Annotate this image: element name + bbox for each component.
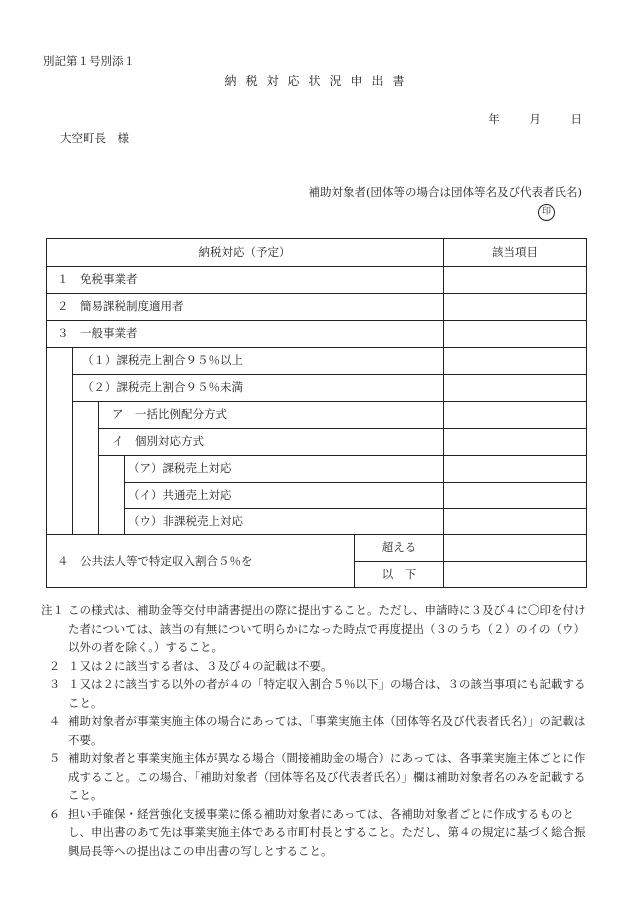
table-border-right bbox=[586, 238, 587, 588]
document-label: 別記第１号別添１ bbox=[43, 54, 135, 68]
indent-line-3 bbox=[124, 455, 125, 534]
indent-line-2 bbox=[98, 401, 99, 534]
row-lump-sum-allocation: ア 一括比例配分方式 bbox=[112, 407, 227, 421]
row-ratio-under-95: （２）課税売上割合９５％未満 bbox=[82, 380, 243, 394]
note-number: 注１ bbox=[41, 603, 64, 617]
document-title: 納税対応状況申出書 bbox=[224, 74, 414, 88]
col-header-tax-response: 納税対応（予定） bbox=[198, 245, 291, 259]
notes-section bbox=[41, 601, 591, 860]
row4-under: 以 下 bbox=[381, 567, 417, 581]
note-text: 補助対象者と事業実施主体が異なる場合（間接補助金の場合）にあっては、各事業実施主体ごとに作成すること。この場合、「補助対象者（団体等名及び代表者氏名）」欄は補助対象者名のみを記載すること。 bbox=[68, 751, 586, 802]
note-text: １又は２に該当する者は、３及び４の記載は不要。 bbox=[68, 658, 333, 673]
row-individual-allocation: イ 個別対応方式 bbox=[112, 434, 204, 448]
note-item bbox=[41, 749, 591, 805]
note-text: １又は２に該当する以外の者が４の「特定収入割合５％以下」の場合は、３の該当事項にも記載すること。 bbox=[68, 677, 586, 710]
note-text: 担い手確保・経営強化支援事業に係る補助対象者にあっては、各補助対象者ごとに作成するものとし、申出書のあて先は事業実施主体である市町村長とすること。ただし、第４の規定に基づく総合振興局長等への提出はこの申出書の写しとすること。 bbox=[68, 806, 586, 858]
row-general-business: ３ 一般事業者 bbox=[57, 326, 138, 340]
row-ratio-95-or-more: （１）課税売上割合９５％以上 bbox=[82, 353, 243, 367]
row-simplified-taxation: ２ 簡易課税制度適用者 bbox=[57, 299, 184, 313]
note-number: ６ bbox=[48, 806, 61, 821]
tax-status-table bbox=[46, 238, 587, 588]
note-number: ２ bbox=[48, 658, 61, 673]
date-line: 年 月 日 bbox=[488, 112, 582, 126]
note-item bbox=[41, 712, 591, 749]
note-number: ５ bbox=[48, 751, 61, 765]
row-exempt-business: １ 免税事業者 bbox=[57, 272, 138, 286]
indent-line-1 bbox=[72, 347, 73, 534]
row-common-sales: （イ）共通売上対応 bbox=[128, 488, 232, 502]
row-taxable-sales: （ア）課税売上対応 bbox=[128, 461, 232, 475]
col-divider-right bbox=[443, 238, 444, 588]
table-border-left bbox=[46, 238, 47, 588]
note-text: この様式は、補助金等交付申請書提出の際に提出すること。ただし、申請時に３及び４に〇印を付けた者については、該当の有無について明らかになった時点で再度提出（３のうち（２）のイの（ウ）以外の者を除く。）すること。 bbox=[68, 603, 586, 654]
addressee: 大空町長 様 bbox=[60, 131, 129, 145]
note-item bbox=[41, 657, 591, 676]
note-item bbox=[41, 601, 591, 657]
col-header-applicable: 該当項目 bbox=[492, 245, 538, 259]
note-text: 補助対象者が事業実施主体の場合にあっては、「事業実施主体（団体等名及び代表者氏名）」の記載は不要。 bbox=[68, 714, 586, 747]
note-item bbox=[41, 805, 591, 861]
applicant-label: 補助対象者(団体等の場合は団体等名及び代表者氏名) bbox=[308, 185, 582, 199]
note-item bbox=[41, 675, 591, 712]
note-number: ４ bbox=[48, 714, 61, 728]
row4-over: 超える bbox=[381, 540, 417, 554]
row-non-taxable-sales: （ウ）非課税売上対応 bbox=[128, 514, 243, 528]
note-number: ３ bbox=[48, 677, 61, 691]
seal-mark: 印 bbox=[538, 204, 555, 221]
row-public-corporation: ４ 公共法人等で特定収入割合５％を bbox=[57, 554, 253, 568]
